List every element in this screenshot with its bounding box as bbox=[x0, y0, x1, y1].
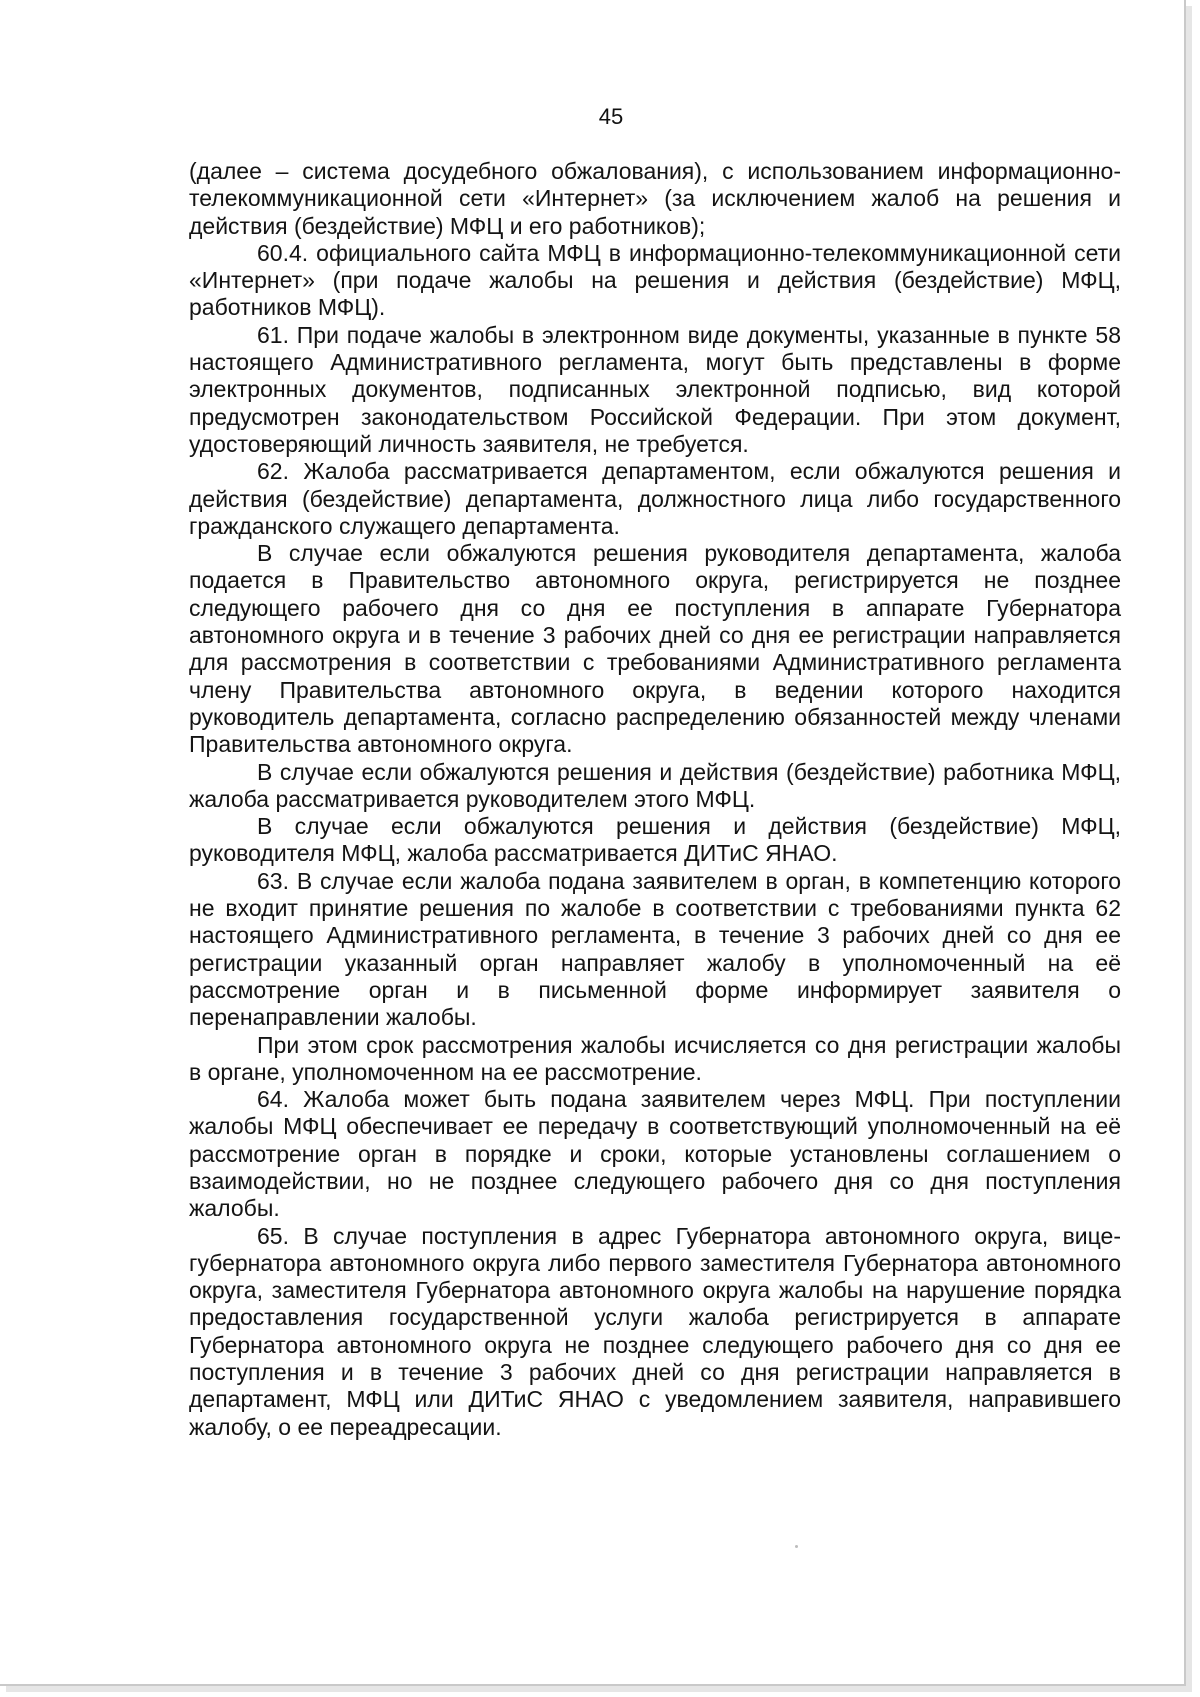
document-body bbox=[189, 158, 1121, 1441]
paragraph-60-4: 60.4. официального сайта МФЦ в информационно-телекоммуникационной сети «Интернет» (при подаче жалобы на решения и действия (бездействие) МФЦ, работников МФЦ). bbox=[189, 239, 1121, 321]
paragraph-63-term: При этом срок рассмотрения жалобы исчисляется со дня регистрации жалобы в органе, уполномоченном на ее рассмотрение. bbox=[189, 1031, 1121, 1085]
paragraph-61: 61. При подаче жалобы в электронном виде документы, указанные в пункте 58 настоящего Административного регламента, могут быть представлены в форме электронных документов, подписанных электронной подписью, вид которой предусмотрен законодательством Российской Федерации. При этом документ, удостоверяющий личность заявителя, не требуется. bbox=[189, 321, 1121, 457]
paragraph-64: 64. Жалоба может быть подана заявителем через МФЦ. При поступлении жалобы МФЦ обеспечивает ее передачу в соответствующий уполномоченный на её рассмотрение орган в порядке и сроки, которые установлены соглашением о взаимодействии, но не позднее следующего рабочего дня со дня поступления жалобы. bbox=[189, 1086, 1121, 1222]
paragraph-62-mfc-worker-case: В случае если обжалуются решения и действия (бездействие) работника МФЦ, жалоба рассматривается руководителем этого МФЦ. bbox=[189, 758, 1121, 812]
page-number: 45 bbox=[598, 104, 624, 129]
paragraph-65: 65. В случае поступления в адрес Губернатора автономного округа, вице-губернатора автономного округа либо первого заместителя Губернатора автономного округа, заместителя Губернатора автономного округа жалобы на нарушение порядка предоставления государственной услуги жалоба регистрируется в аппарате Губернатора автономного округа не позднее следующего рабочего дня со дня ее поступления и в течение 3 рабочих дней со дня регистрации направляется в департамент, МФЦ или ДИТиС ЯНАО с уведомлением заявителя, направившего жалобу, о ее переадресации. bbox=[189, 1222, 1121, 1440]
paragraph-62-head-case: В случае если обжалуются решения руководителя департамента, жалоба подается в Правительство автономного округа, регистрируется не позднее следующего рабочего дня со дня ее поступления в аппарате Губернатора автономного округа и в течение 3 рабочих дней со дня ее регистрации направляется для рассмотрения в соответствии с требованиями Административного регламента члену Правительства автономного округа, в ведении которого находится руководитель департамента, согласно распределению обязанностей между членами Правительства автономного округа. bbox=[189, 540, 1121, 758]
paragraph-62: 62. Жалоба рассматривается департаментом, если обжалуются решения и действия (бездействие) департамента, должностного лица либо государственного гражданского служащего департамента. bbox=[189, 458, 1121, 539]
scan-dot bbox=[795, 1545, 798, 1548]
paragraph-62-mfc-head-case: В случае если обжалуются решения и действия (бездействие) МФЦ, руководителя МФЦ, жалоба рассматривается ДИТиС ЯНАО. bbox=[189, 813, 1121, 867]
paragraph-continuation: (далее – система досудебного обжалования), с использованием информационно-телекоммуникационной сети «Интернет» (за исключением жалоб на решения и действия (бездействие) МФЦ и его работников); bbox=[189, 158, 1121, 239]
paragraph-63: 63. В случае если жалоба подана заявителем в орган, в компетенцию которого не входит принятие решения по жалобе в соответствии с требованиями пункта 62 настоящего Административного регламента, в течение 3 рабочих дней со дня ее регистрации указанный орган направляет жалобу в уполномоченный на её рассмотрение орган и в письменной форме информирует заявителя о перенаправлении жалобы. bbox=[189, 867, 1121, 1031]
